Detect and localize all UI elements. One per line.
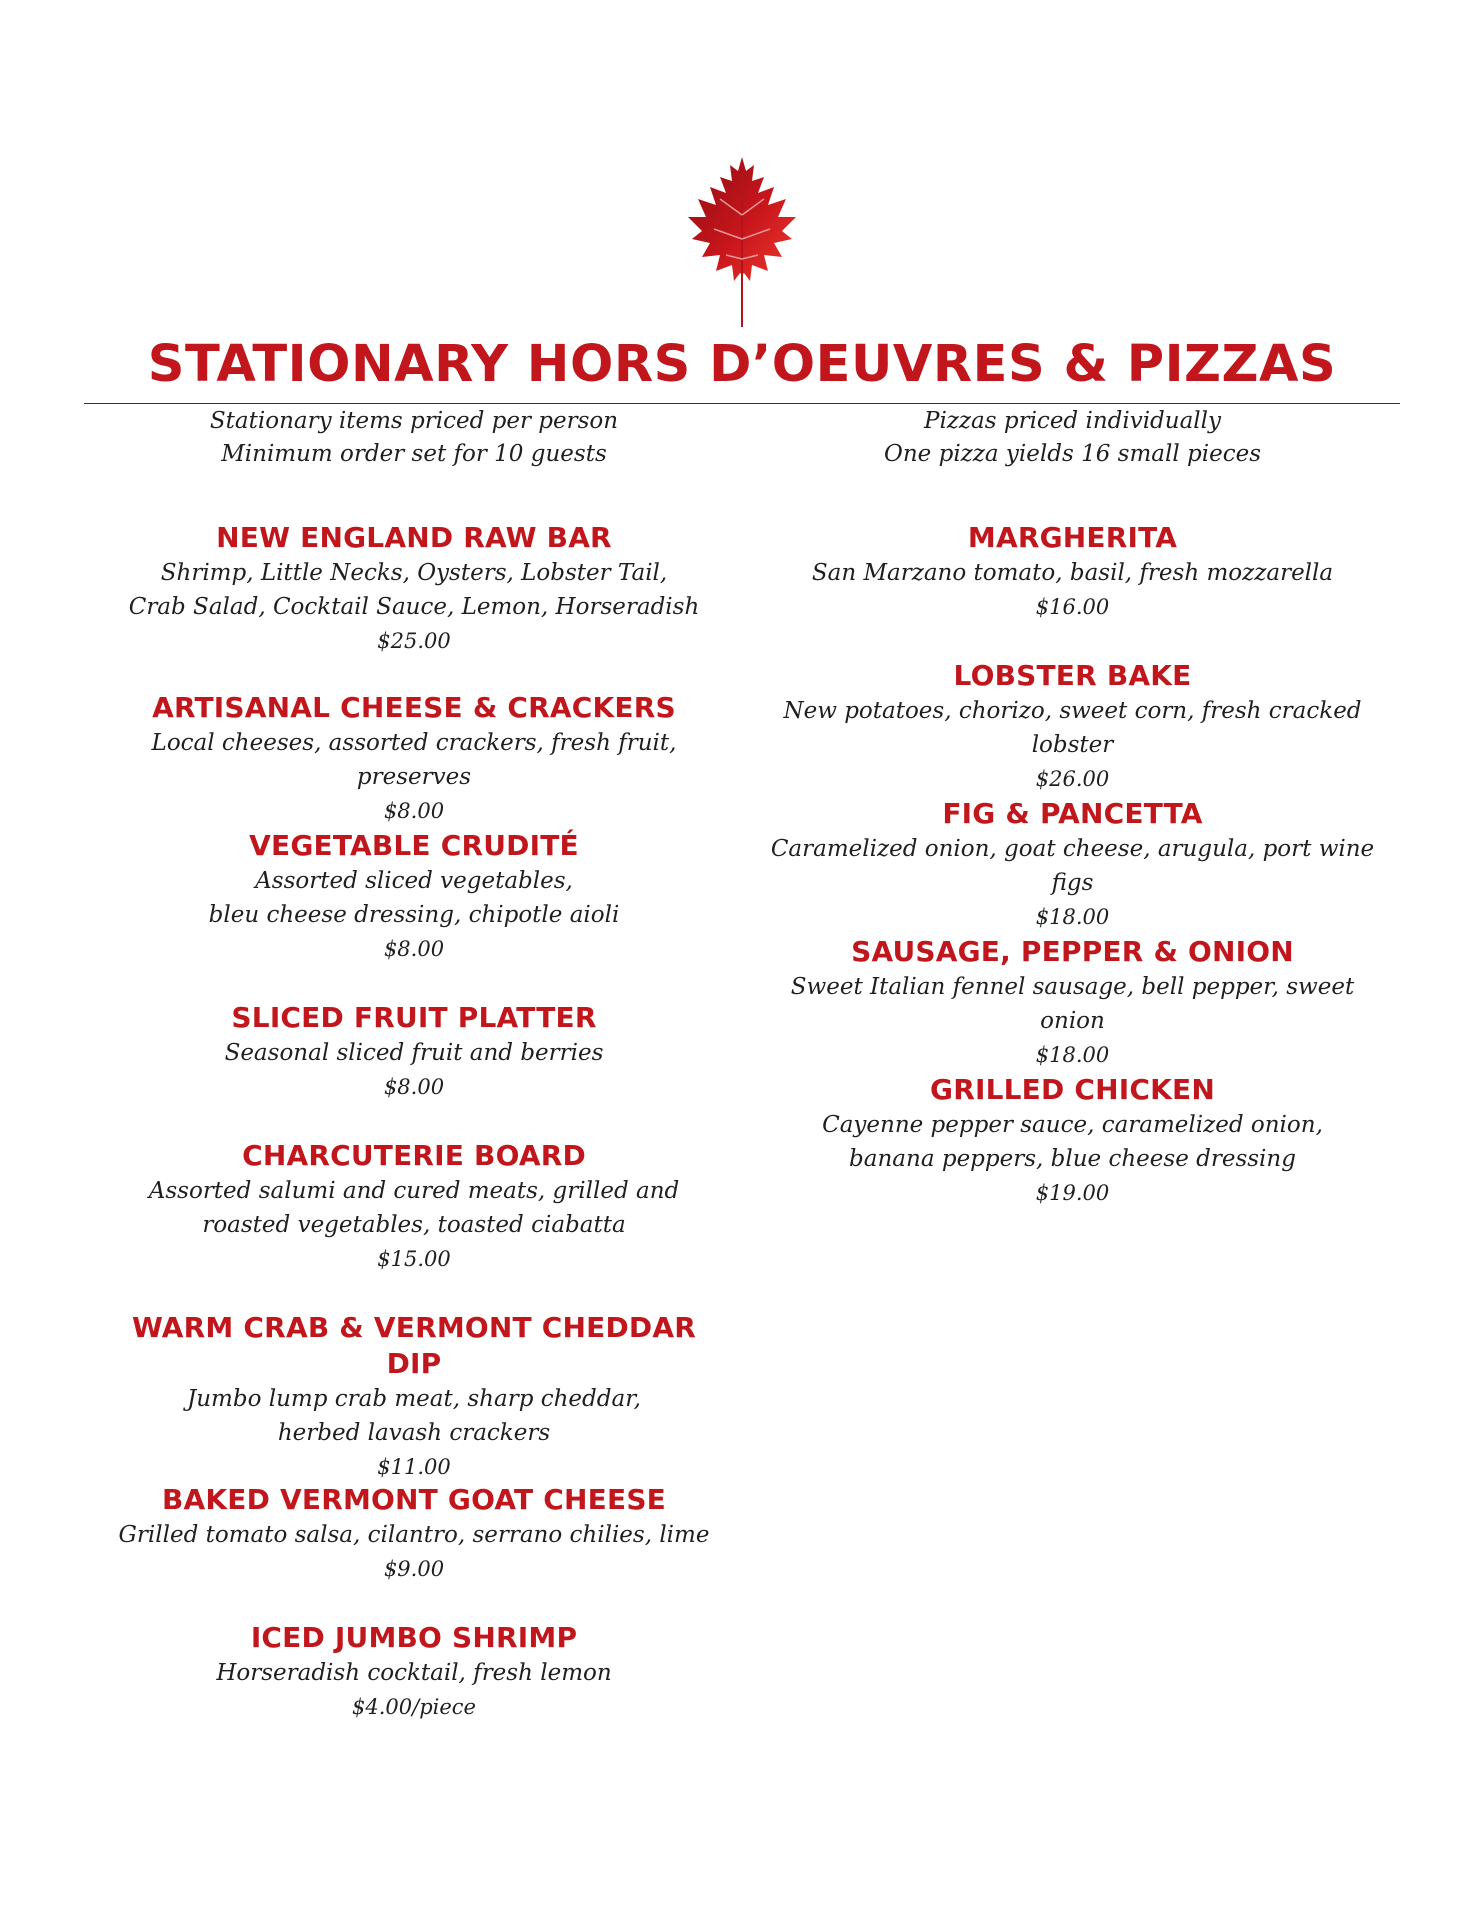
stationary-notes xyxy=(110,405,718,520)
item-description: Local cheeses, assorted crackers, fresh fruit, preserves xyxy=(151,730,677,790)
menu-item xyxy=(110,1000,718,1138)
item-name: BAKED VERMONT GOAT CHEESE xyxy=(161,1483,667,1516)
item-description: Seasonal sliced fruit and berries xyxy=(224,1040,604,1066)
menu-item xyxy=(760,1072,1385,1244)
item-name: GRILLED CHICKEN xyxy=(930,1073,1215,1106)
stationary-column xyxy=(110,405,718,1730)
pizza-note: Pizzas priced individually xyxy=(923,408,1222,434)
menu-item xyxy=(110,690,718,828)
item-name: NEW ENGLAND RAW BAR xyxy=(216,521,612,554)
item-name: FIG & PANCETTA xyxy=(942,797,1203,830)
menu-item xyxy=(110,520,718,690)
stationary-note: Stationary items priced per person xyxy=(209,408,619,434)
item-price: $4.00/piece xyxy=(352,1695,476,1719)
item-price: $11.00 xyxy=(377,1455,451,1479)
item-name: VEGETABLE CRUDITÉ xyxy=(249,829,579,862)
item-price: $26.00 xyxy=(1035,767,1110,791)
item-price: $16.00 xyxy=(1035,595,1110,619)
item-name: WARM CRAB & VERMONT CHEDDAR DIP xyxy=(131,1311,697,1380)
stationary-note: Minimum order set for 10 guests xyxy=(221,441,607,467)
item-description: Horseradish cocktail, fresh lemon xyxy=(216,1660,612,1686)
pizza-column xyxy=(760,405,1385,1244)
item-description: Sweet Italian fennel sausage, bell pepper, sweet onion xyxy=(790,974,1355,1034)
header-divider xyxy=(84,403,1400,404)
item-name: MARGHERITA xyxy=(967,521,1178,554)
item-description: San Marzano tomato, basil, fresh mozzarella xyxy=(811,560,1334,586)
item-name: CHARCUTERIE BOARD xyxy=(242,1139,586,1172)
menu-item xyxy=(110,828,718,1000)
item-price: $8.00 xyxy=(383,1075,445,1099)
item-description: Assorted salumi and cured meats, grilled and roasted vegetables, toasted ciabatta xyxy=(148,1178,680,1238)
menu-item xyxy=(760,796,1385,934)
item-description: Assorted sliced vegetables, bleu cheese dressing, chipotle aioli xyxy=(208,868,620,928)
item-description: Shrimp, Little Necks, Oysters, Lobster Tail, Crab Salad, Cocktail Sauce, Lemon, Horseradish xyxy=(128,560,700,620)
item-name: ARTISANAL CHEESE & CRACKERS xyxy=(152,691,676,724)
item-price: $15.00 xyxy=(377,1247,451,1271)
pizza-notes xyxy=(760,405,1385,520)
page-title: STATIONARY HORS D’OEUVRES & PIZZAS xyxy=(147,335,1337,394)
item-price: $18.00 xyxy=(1035,1043,1110,1067)
item-name: SLICED FRUIT PLATTER xyxy=(231,1001,597,1034)
item-name: LOBSTER BAKE xyxy=(953,659,1192,692)
item-price: $8.00 xyxy=(383,937,445,961)
item-price: $19.00 xyxy=(1035,1181,1110,1205)
pizza-note: One pizza yields 16 small pieces xyxy=(884,441,1261,467)
menu-item xyxy=(110,1138,718,1310)
menu-item xyxy=(760,658,1385,796)
menu-item xyxy=(760,520,1385,658)
item-description: Grilled tomato salsa, cilantro, serrano chilies, lime xyxy=(118,1522,710,1548)
menu-item xyxy=(110,1482,718,1620)
menu-item xyxy=(110,1310,718,1482)
item-price: $8.00 xyxy=(383,799,445,823)
menu-item xyxy=(760,934,1385,1072)
item-price: $9.00 xyxy=(383,1557,445,1581)
item-price: $25.00 xyxy=(377,629,451,653)
item-description: Cayenne pepper sauce, caramelized onion, banana peppers, blue cheese dressing xyxy=(822,1112,1323,1172)
menu-item xyxy=(110,1620,718,1730)
item-name: SAUSAGE, PEPPER & ONION xyxy=(851,935,1294,968)
item-description: New potatoes, chorizo, sweet corn, fresh cracked lobster xyxy=(783,698,1362,758)
item-description: Jumbo lump crab meat, sharp cheddar, herbed lavash crackers xyxy=(187,1386,641,1446)
item-price: $18.00 xyxy=(1035,905,1110,929)
item-description: Caramelized onion, goat cheese, arugula, port wine figs xyxy=(770,836,1375,896)
red-oak-leaf-icon xyxy=(686,155,798,330)
item-name: ICED JUMBO SHRIMP xyxy=(250,1621,578,1654)
